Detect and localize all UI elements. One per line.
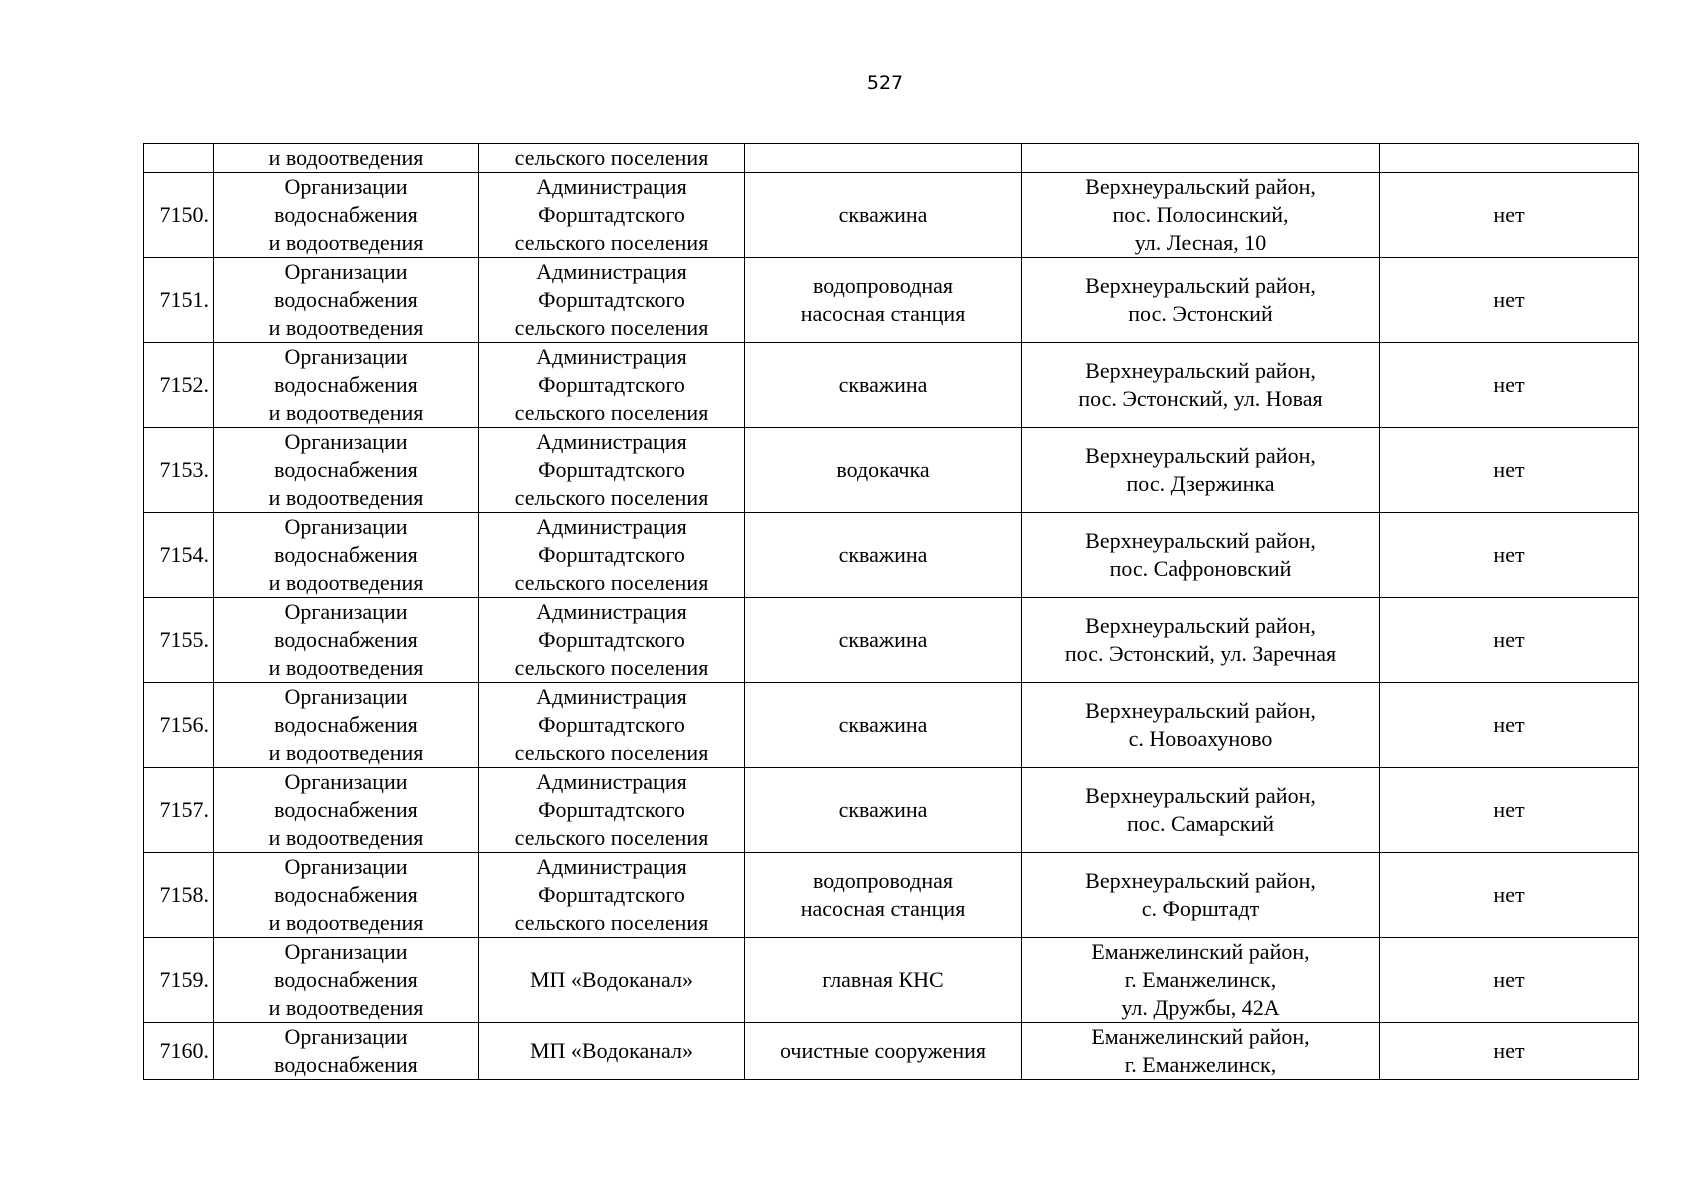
cell-flag: нет xyxy=(1380,343,1639,428)
cell-address xyxy=(1022,144,1380,173)
table-row xyxy=(144,683,1639,768)
cell-flag: нет xyxy=(1380,1023,1639,1080)
cell-address: Верхнеуральский район, пос. Эстонский, ул. Заречная xyxy=(1022,598,1380,683)
table-row xyxy=(144,1023,1639,1080)
cell-owner: Администрация Форштадтского сельского поселения xyxy=(479,513,745,598)
page-number: 527 xyxy=(866,72,904,94)
cell-object: скважина xyxy=(745,173,1022,258)
table-row xyxy=(144,258,1639,343)
cell-object: водокачка xyxy=(745,428,1022,513)
cell-owner: Администрация Форштадтского сельского поселения xyxy=(479,258,745,343)
cell-object: скважина xyxy=(745,343,1022,428)
cell-number: 7155. xyxy=(144,598,214,683)
cell-owner: Администрация Форштадтского сельского поселения xyxy=(479,428,745,513)
cell-flag: нет xyxy=(1380,258,1639,343)
cell-flag: нет xyxy=(1380,853,1639,938)
table-row xyxy=(144,513,1639,598)
table-row xyxy=(144,853,1639,938)
cell-org-type: Организации водоснабжения и водоотведения xyxy=(214,173,479,258)
cell-number: 7158. xyxy=(144,853,214,938)
cell-org-type: Организации водоснабжения и водоотведения xyxy=(214,768,479,853)
table-row xyxy=(144,343,1639,428)
cell-address: Верхнеуральский район, пос. Полосинский, ул. Лесная, 10 xyxy=(1022,173,1380,258)
cell-flag: нет xyxy=(1380,428,1639,513)
cell-number xyxy=(144,144,214,173)
table-row xyxy=(144,768,1639,853)
cell-org-type: Организации водоснабжения xyxy=(214,1023,479,1080)
cell-address: Верхнеуральский район, пос. Самарский xyxy=(1022,768,1380,853)
cell-owner: Администрация Форштадтского сельского поселения xyxy=(479,173,745,258)
cell-org-type: Организации водоснабжения и водоотведения xyxy=(214,683,479,768)
cell-number: 7156. xyxy=(144,683,214,768)
cell-owner: Администрация Форштадтского сельского поселения xyxy=(479,853,745,938)
cell-flag: нет xyxy=(1380,513,1639,598)
cell-address: Еманжелинский район, г. Еманжелинск, ул. Дружбы, 42А xyxy=(1022,938,1380,1023)
cell-flag: нет xyxy=(1380,938,1639,1023)
cell-org-type: Организации водоснабжения и водоотведения xyxy=(214,853,479,938)
registry-table xyxy=(143,143,1639,1080)
cell-owner: Администрация Форштадтского сельского поселения xyxy=(479,343,745,428)
cell-org-type: Организации водоснабжения и водоотведения xyxy=(214,343,479,428)
cell-address: Верхнеуральский район, пос. Эстонский, ул. Новая xyxy=(1022,343,1380,428)
cell-owner: сельского поселения xyxy=(479,144,745,173)
cell-owner: Администрация Форштадтского сельского поселения xyxy=(479,683,745,768)
cell-org-type: Организации водоснабжения и водоотведения xyxy=(214,938,479,1023)
cell-object: водопроводная насосная станция xyxy=(745,258,1022,343)
cell-object: очистные сооружения xyxy=(745,1023,1022,1080)
cell-address: Верхнеуральский район, с. Форштадт xyxy=(1022,853,1380,938)
cell-address: Верхнеуральский район, пос. Сафроновский xyxy=(1022,513,1380,598)
cell-org-type: Организации водоснабжения и водоотведения xyxy=(214,513,479,598)
cell-object: скважина xyxy=(745,513,1022,598)
cell-org-type: Организации водоснабжения и водоотведения xyxy=(214,258,479,343)
cell-number: 7154. xyxy=(144,513,214,598)
cell-flag: нет xyxy=(1380,173,1639,258)
cell-address: Еманжелинский район, г. Еманжелинск, xyxy=(1022,1023,1380,1080)
cell-number: 7160. xyxy=(144,1023,214,1080)
table-row xyxy=(144,938,1639,1023)
cell-flag: нет xyxy=(1380,683,1639,768)
cell-org-type: Организации водоснабжения и водоотведения xyxy=(214,598,479,683)
cell-number: 7150. xyxy=(144,173,214,258)
cell-flag: нет xyxy=(1380,768,1639,853)
cell-object: скважина xyxy=(745,683,1022,768)
cell-object xyxy=(745,144,1022,173)
table-row xyxy=(144,428,1639,513)
cell-address: Верхнеуральский район, пос. Эстонский xyxy=(1022,258,1380,343)
cell-owner: Администрация Форштадтского сельского поселения xyxy=(479,768,745,853)
cell-number: 7159. xyxy=(144,938,214,1023)
cell-number: 7151. xyxy=(144,258,214,343)
continuation-row xyxy=(144,144,1639,173)
cell-org-type: и водоотведения xyxy=(214,144,479,173)
cell-number: 7157. xyxy=(144,768,214,853)
cell-owner: МП «Водоканал» xyxy=(479,938,745,1023)
cell-object: водопроводная насосная станция xyxy=(745,853,1022,938)
cell-object: скважина xyxy=(745,598,1022,683)
cell-flag xyxy=(1380,144,1639,173)
cell-owner: Администрация Форштадтского сельского поселения xyxy=(479,598,745,683)
cell-number: 7153. xyxy=(144,428,214,513)
cell-number: 7152. xyxy=(144,343,214,428)
cell-flag: нет xyxy=(1380,598,1639,683)
cell-address: Верхнеуральский район, с. Новоахуново xyxy=(1022,683,1380,768)
cell-address: Верхнеуральский район, пос. Дзержинка xyxy=(1022,428,1380,513)
cell-object: скважина xyxy=(745,768,1022,853)
table-row xyxy=(144,598,1639,683)
table-row xyxy=(144,173,1639,258)
cell-owner: МП «Водоканал» xyxy=(479,1023,745,1080)
cell-org-type: Организации водоснабжения и водоотведения xyxy=(214,428,479,513)
registry-table-body xyxy=(144,144,1639,1080)
cell-object: главная КНС xyxy=(745,938,1022,1023)
